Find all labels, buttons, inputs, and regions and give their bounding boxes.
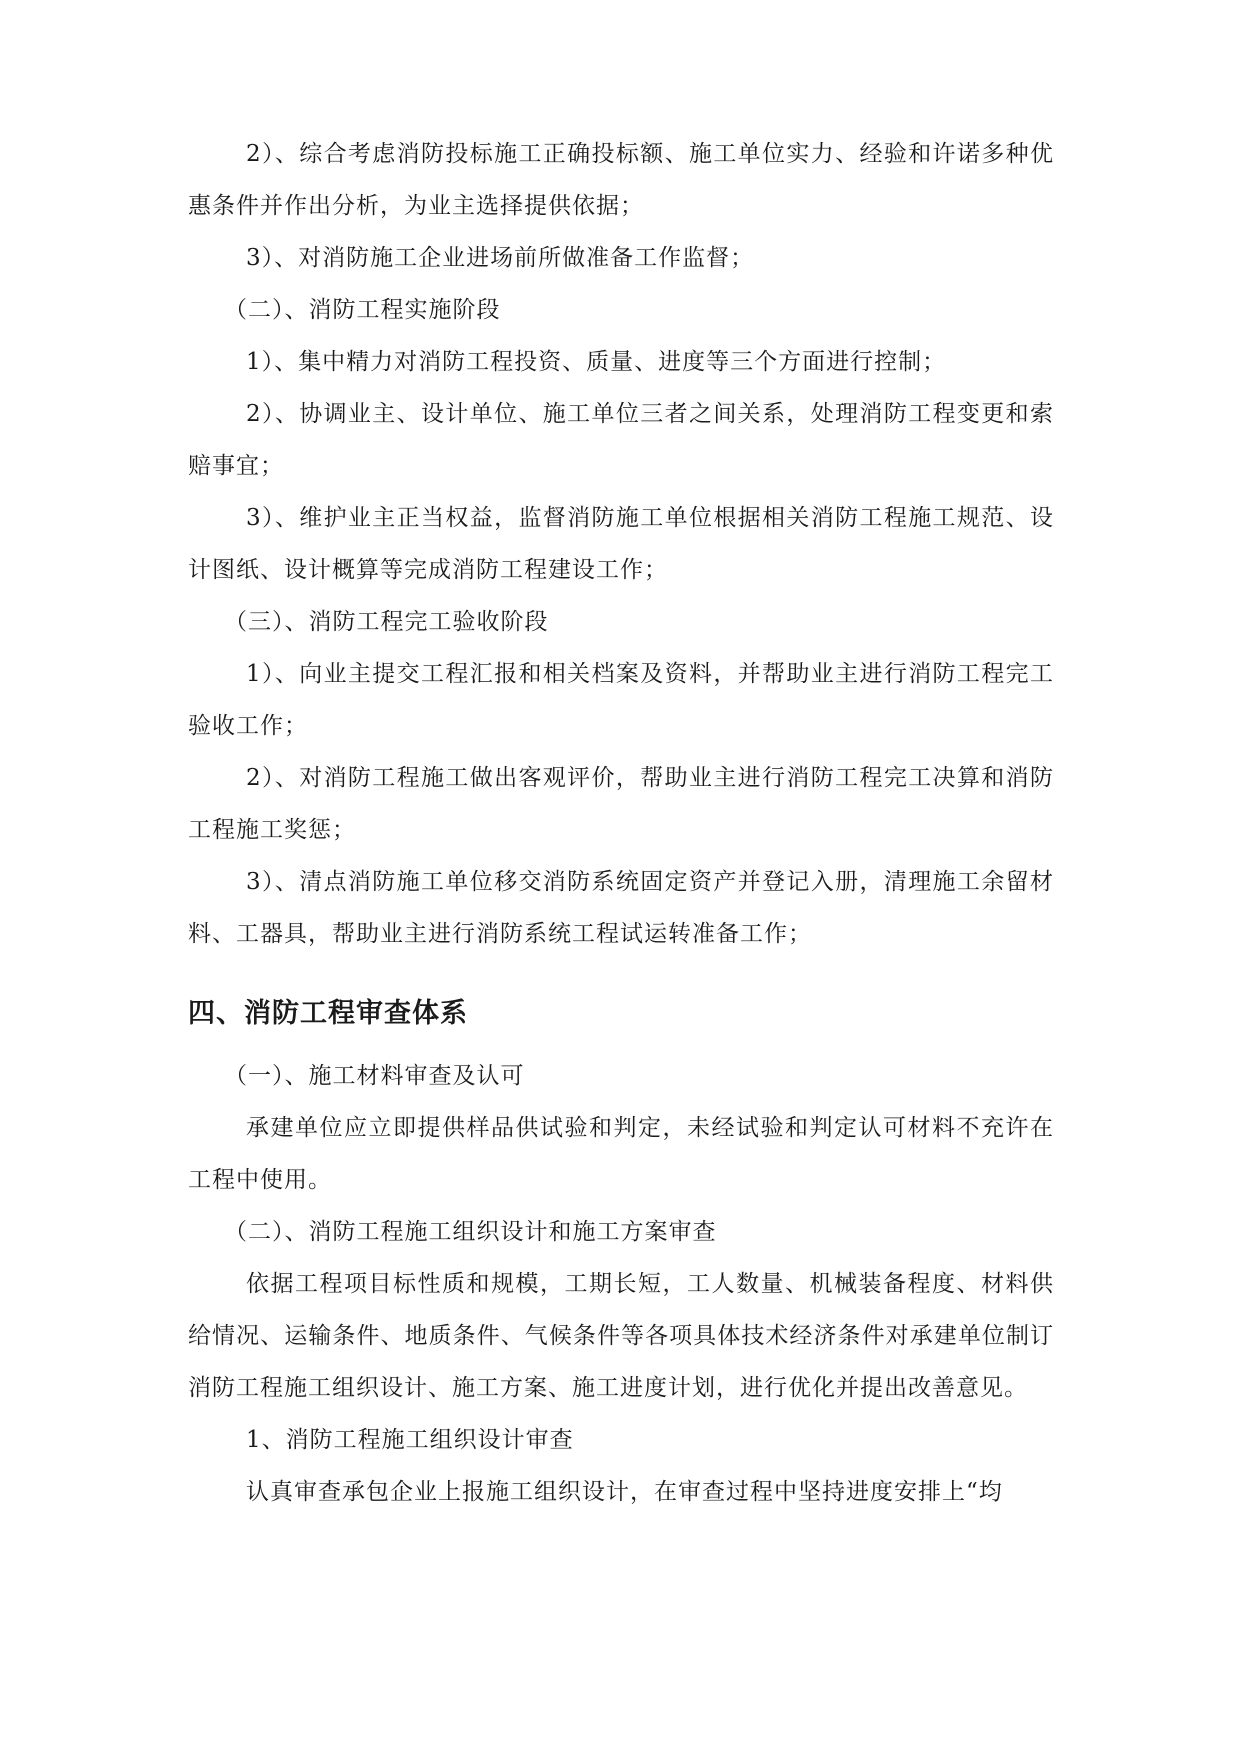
paragraph-design-review-detail: 认真审查承包企业上报施工组织设计，在审查过程中坚持进度安排上“均: [246, 1479, 1003, 1505]
subheading-organization-design-review: 1、消防工程施工组织设计审查: [246, 1427, 574, 1453]
subheading-material-review: （一）、施工材料审查及认可: [224, 1063, 525, 1089]
paragraph-asset-handover: 3）、清点消防施工单位移交消防系统固定资产并登记入册，清理施工余留材料、工器具，帮助业主进行消防系统工程试运转准备工作；: [188, 869, 1054, 947]
paragraph-bid-analysis: 2）、综合考虑消防投标施工正确投标额、施工单位实力、经验和许诺多种优惠条件并作出分析，为业主选择提供依据；: [188, 141, 1054, 219]
section-heading-review-system: 四、消防工程审查体系: [188, 998, 468, 1029]
paragraph-plan-optimization: 依据工程项目标性质和规模，工期长短，工人数量、机械装备程度、材料供给情况、运输条件、地质条件、气候条件等各项具体技术经济条件对承建单位制订消防工程施工组织设计、施工方案、施工进度计划，进行优化并提出改善意见。: [188, 1271, 1054, 1401]
paragraph-coordination: 2）、协调业主、设计单位、施工单位三者之间关系，处理消防工程变更和索赔事宜；: [188, 401, 1054, 479]
paragraph-control-focus: 1）、集中精力对消防工程投资、质量、进度等三个方面进行控制；: [246, 349, 947, 375]
paragraph-evaluation: 2）、对消防工程施工做出客观评价，帮助业主进行消防工程完工决算和消防工程施工奖惩；: [188, 765, 1054, 843]
subheading-plan-review: （二）、消防工程施工组织设计和施工方案审查: [224, 1219, 717, 1245]
paragraph-owner-rights: 3）、维护业主正当权益，监督消防施工单位根据相关消防工程施工规范、设计图纸、设计概算等完成消防工程建设工作；: [188, 505, 1054, 583]
paragraph-report-submission: 1）、向业主提交工程汇报和相关档案及资料，并帮助业主进行消防工程完工验收工作；: [188, 661, 1054, 739]
subheading-implementation-stage: （二）、消防工程实施阶段: [224, 297, 501, 323]
subheading-completion-stage: （三）、消防工程完工验收阶段: [224, 609, 549, 635]
paragraph-prep-supervision: 3）、对消防施工企业进场前所做准备工作监督；: [246, 245, 755, 271]
paragraph-material-samples: 承建单位应立即提供样品供试验和判定，未经试验和判定认可材料不充许在工程中使用。: [188, 1115, 1054, 1193]
page-content: [188, 128, 1054, 1518]
